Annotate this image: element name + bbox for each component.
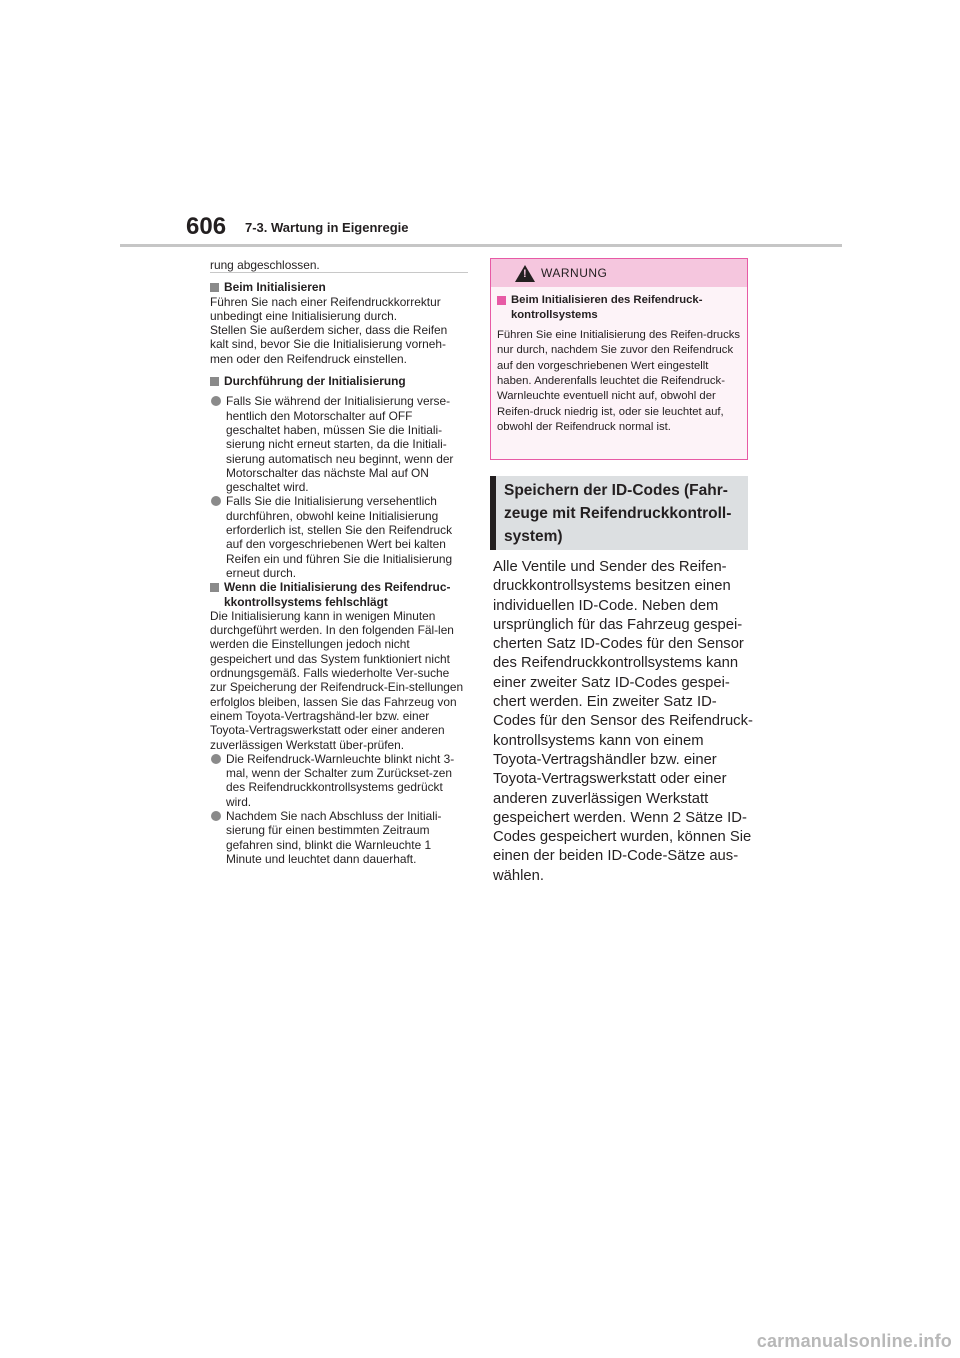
watermark: carmanualsonline.info <box>756 1331 952 1351</box>
header-rule <box>120 244 842 247</box>
divider <box>210 272 468 273</box>
fail-heading: Wenn die Initialisierung des Reifendruc-kkontrollsystems fehlschlägt <box>210 580 468 609</box>
section-heading-box <box>490 476 748 550</box>
fail-bullet-1: Die Reifendruck-Warnleuchte blinkt nicht 3-mal, wenn der Schalter zum Zurückset-zen des Reifendruckkontrollsystems gedrückt wird. <box>210 752 468 809</box>
init-text: Führen Sie nach einer Reifendruckkorrektur unbedingt eine Initialisierung durch. Stellen Sie außerdem sicher, dass die Reifen kalt sind, bevor Sie die Initialisierung vorneh-men oder den Reifendruck einstellen. <box>210 294 448 366</box>
warning-body <box>491 287 747 436</box>
perform-bullet-1: Falls Sie während der Initialisierung verse-hentlich den Motorschalter auf OFF geschaltet haben, müssen Sie die Initiali-sierung nicht erneut starten, da die Initiali-sierung automatisch neu beginnt, wenn der Motorschalter das nächste Mal auf ON geschaltet wird. <box>210 394 468 494</box>
fail-text: Die Initialisierung kann in wenigen Minuten durchgeführt werden. In den folgenden Fäl-len werden die Einstellungen jedoch nicht gespeichert und das System funktioniert nicht ordnungsgemäß. Falls wiederholte Ver-suche zur Speicherung der Reifendruck-Ein-stellungen erfolglos bleiben, lassen Sie das Fahrzeug von einem Toyota-Vertragshänd-ler bzw. einer Toyota-Vertragswerkstatt oder einer anderen zuverlässigen Werkstatt über-prüfen. <box>210 608 464 752</box>
section-title: 7-3. Wartung in Eigenregie <box>245 220 409 235</box>
perform-heading: Durchführung der Initialisierung <box>210 374 468 388</box>
section-body-text: Alle Ventile und Sender des Reifen-druckkontrollsystems besitzen einen individuellen ID-Code. Neben dem ursprünglich für das Fahrzeug gespei-cherten Satz ID-Codes für den Sensor des Reifendruckkontrollsystems kann einer zweiter Satz ID-Codes gespei-chert werden. Ein zweiter Satz ID-Codes für den Sensor des Reifendruck-kontrollsystems kann von einem Toyota-Vertragshändler bzw. einer Toyota-Vertragswerkstatt oder einer anderen zuverlässigen Werkstatt gespeichert werden. Wenn 2 Sätze ID-Codes gespeichert wurden, können Sie einen der beiden ID-Code-Sätze aus-wählen. <box>493 559 753 884</box>
warning-box <box>490 258 748 460</box>
page-number: 606 <box>186 213 227 240</box>
warning-header <box>491 259 747 287</box>
warning-heading: Beim Initialisieren des Reifendruck-kontrollsystems <box>497 293 741 324</box>
init-heading: Beim Initialisieren <box>210 280 468 294</box>
fail-block <box>210 580 468 866</box>
left-column <box>210 258 468 866</box>
perform-block <box>210 374 468 580</box>
warning-triangle-icon <box>515 265 535 282</box>
section-heading: Speichern der ID-Codes (Fahr-zeuge mit Reifendruckkontroll-system) <box>504 482 732 545</box>
intro-text: rung abgeschlossen. <box>210 258 320 272</box>
perform-bullet-2: Falls Sie die Initialisierung versehentlich durchführen, obwohl keine Initialisierung erforderlich ist, stellen Sie den Reifendruck auf den vorgeschriebenen Wert bei kalten Reifen ein und führen Sie die Initialisierung erneut durch. <box>210 494 468 580</box>
warning-text: Führen Sie eine Initialisierung des Reifen-drucks nur durch, nachdem Sie zuvor den Reifendruck auf den vorgeschriebenen Wert eingestellt haben. Anderenfalls leuchtet die Reifendruck-Warnleuchte eventuell nicht auf, obwohl der Reifen-druck niedrig ist, oder sie leuchtet auf, obwohl der Reifendruck normal ist. <box>497 328 741 434</box>
init-block <box>210 280 468 366</box>
fail-bullet-2: Nachdem Sie nach Abschluss der Initiali-sierung für einen bestimmten Zeitraum gefahren sind, blinkt die Warnleuchte 1 Minute und leuchtet dann dauerhaft. <box>210 809 468 866</box>
warning-label: WARNUNG <box>541 266 608 280</box>
